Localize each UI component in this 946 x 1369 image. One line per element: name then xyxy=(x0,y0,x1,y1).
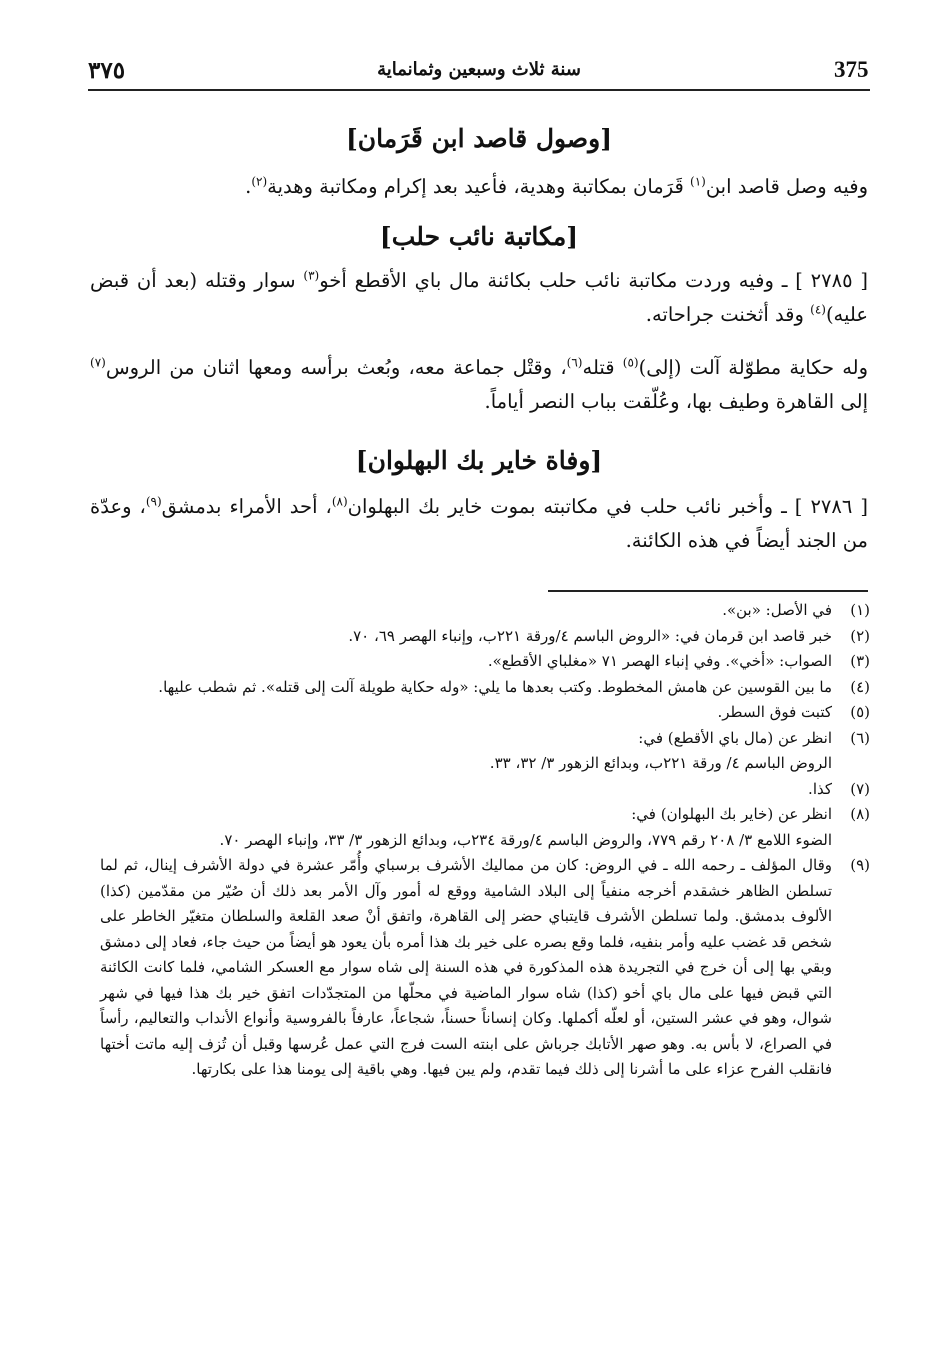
paragraph-3: وله حكاية مطوّلة آلت (إلى)$^{(٥)}$ قتله$^{(٦)}$، وقتْل جماعة معه، وبُعث برأسه ومعها اثنان من الروس$^{(٧)}$ إلى القاهرة وطيف بها، وعُلّقت بباب النصر أياماً. xyxy=(90,355,869,413)
footnote-3: (٣) الصواب: «أخي». وفي إنباء الهصر ٧١ «مغلباي الأقطع». xyxy=(487,652,870,670)
footnote-2: (٢) خبر قاصد ابن قرمان في: «الروض الباسم ٤/ورقة ٢٢١ب، وإنباء الهصر ٦٩، ٧٠. xyxy=(348,626,870,645)
footnote-9: (٩) وقال المؤلف ـ رحمه الله ـ في الروض: كان من مماليك الأشرف برسباي وأُمّر عشرة في دولة الأشرف إينال، ثم لما تسلطن الظاهر خشقدم أخرجه منفياً إلى البلاد الشامية ووقع له أمور وآل الأمر بعد ذلك أن صُيّر من مقدّمين (كذا) الألوف بدمشق. ولما تسلطن الأشرف قايتباي حضر إلى القاهرة، واتفق أنْ صعد القلعة والسلطان متغيّر الخاطر على شخص قد غضب عليه وأمر بنفيه، فلما وقع بصره على خير بك هذا أمره بأن يعود هو أيضاً من حيث جاء، فعاد إلى دمشق وبقي بها إلى أن خرج في التجريدة هذه المذكورة في هذه السنة إلى شاه سوار مع العسكر الشامي، فلما كانت الكائنة التي قبض فيها على مال باي أخو (كذا) شاه سوار الماضية في محلّها من المتجدّدات اتفق خير بك هذا فيها في شهر شوال، وهو في عشر الستين، أو لعلّه أكملها. وكان إنساناً حسناً، شجاعاً، عارفاً بالفروسية وأنواع الأنداب والتعاليم، رأساً في الصراع، لا بأس به. وهو صهر الأتابك جرباش على ابنته الست فرج التي عمل عُرسها وقبل أن تُزف إليه ماتت أختها فانقلب الفرح عزاء على ما أشرنا إلى ذلك فيما تقدم، ولم يبن فيها. وهي باقية إلى يومنا هذا على بكارتها. xyxy=(100,856,870,1078)
footnote-ref-6[interactable]: (٦) xyxy=(566,355,583,370)
footnote-8: (٨) انظر عن (خاير بك البهلوان) في: الضوء اللامع ٣/ ٢٠٨ رقم ٧٧٩، والروض الباسم ٤/ورقة ٢٣٤ب، وبدائع الزهور ٣/ ٣٣، وإنباء الهصر ٧٠. xyxy=(219,805,870,849)
footnote-ref-7[interactable]: (٧) xyxy=(90,355,106,370)
paragraph-1: وفيه وصل قاصد ابن$^{(١)}$ قَرَمان بمكاتبة وهدية، فأعيد بعد إكرام ومكاتبة وهدية$^{(٢)}$. xyxy=(245,174,868,198)
footnote-ref-1[interactable]: (١) xyxy=(690,174,706,189)
paragraph-2: [ ٢٧٨٥ ] ـ وفيه وردت مكاتبة نائب حلب بكائنة مال باي الأقطع أخو$^{(٣)}$ سوار وقتله (بعد أن قبض عليه)$^{(٤)}$ وقد أثخنت جراحاته. xyxy=(90,268,868,326)
section-heading-1: [وصول قاصد ابن قَرَمان] xyxy=(345,124,613,153)
footnote-5: (٥) كتبت فوق السطر. xyxy=(717,703,870,721)
page-number-latin: 375 xyxy=(834,57,869,82)
footnote-ref-4[interactable]: (٤) xyxy=(810,302,826,317)
paragraph-4: [ ٢٧٨٦ ] ـ وأخبر نائب حلب في مكاتبته بموت خاير بك البهلوان$^{(٨)}$، أحد الأمراء بدمشق$^{(٩)}$، وعدّة من الجند أيضاً في هذه الكائنة. xyxy=(90,494,868,552)
page-header xyxy=(88,55,870,91)
section-heading-2: [مكاتبة نائب حلب] xyxy=(379,222,579,251)
page-number-arabic: ٣٧٥ xyxy=(88,57,126,84)
footnote-1: (١) في الأصل: «بن». xyxy=(722,601,870,619)
footnote-4: (٤) ما بين القوسين عن هامش المخطوط. وكتب بعدها ما يلي: «وله حكاية طويلة آلت إلى قتله». ثم شطب عليها. xyxy=(158,677,870,696)
running-title: سنة ثلاث وسبعين وثمانماية xyxy=(377,59,581,80)
footnote-separator xyxy=(548,590,868,592)
footnote-7: (٧) كذا. xyxy=(808,779,870,798)
footnote-ref-5[interactable]: (٥) xyxy=(622,355,639,370)
footnote-ref-8[interactable]: (٨) xyxy=(331,494,348,509)
footnotes xyxy=(100,598,870,1083)
section-heading-3: [وفاة خاير بك البهلوان] xyxy=(355,446,603,475)
footnote-ref-2[interactable]: (٢) xyxy=(251,174,268,189)
footnote-6: (٦) انظر عن (مال باي الأقطع) في: الروض الباسم ٤/ ورقة ٢٢١ب، وبدائع الزهور ٣/ ٣٢، ٣٣. xyxy=(489,728,870,772)
header-rule xyxy=(88,89,870,91)
footnote-ref-9[interactable]: (٩) xyxy=(145,494,162,509)
footnote-ref-3[interactable]: (٣) xyxy=(303,268,320,283)
